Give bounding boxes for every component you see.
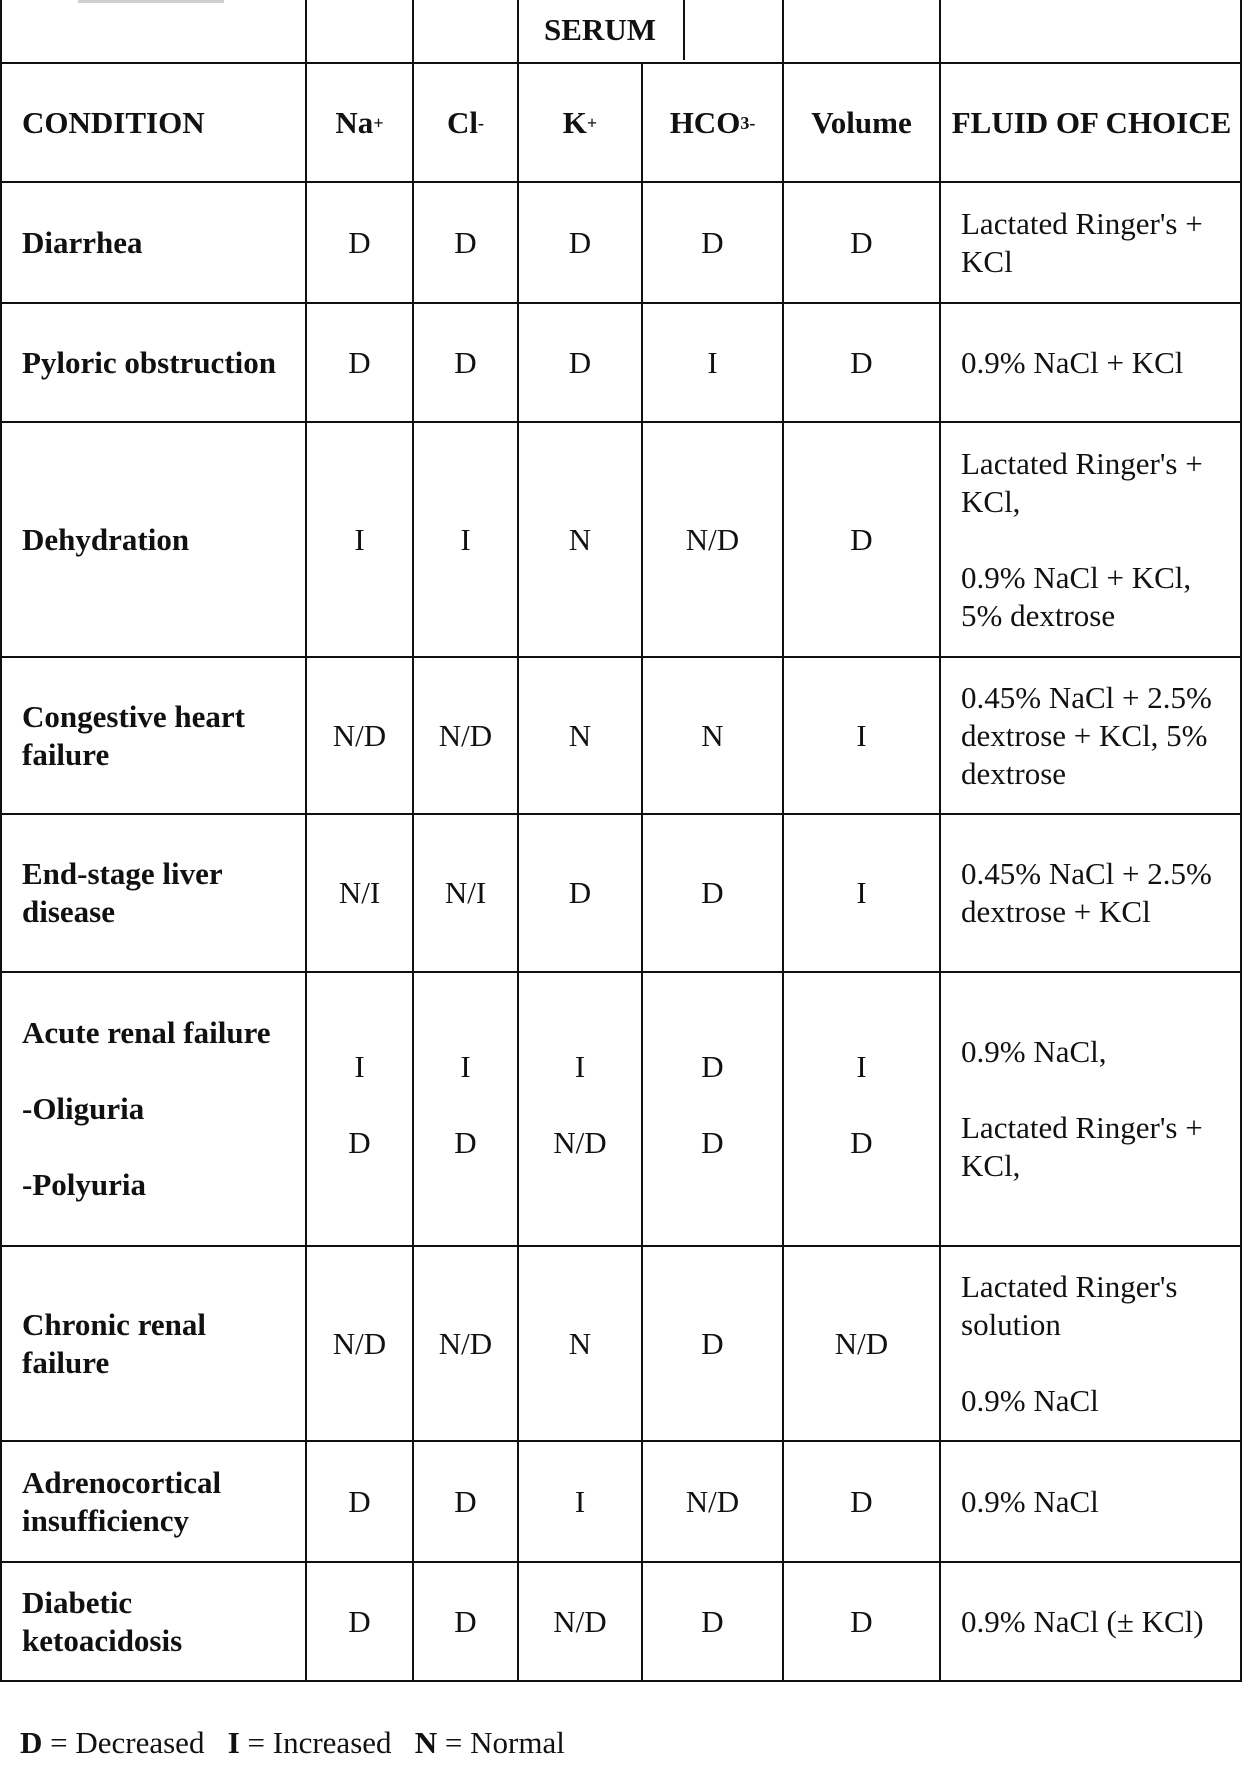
value-volume (784, 1442, 939, 1561)
condition-name: End-stage liver disease (22, 856, 223, 929)
value-stack (553, 1603, 606, 1641)
value-k (519, 304, 641, 421)
value-hco3 (643, 973, 782, 1245)
value-hco3 (643, 815, 782, 971)
value-stack (553, 1048, 606, 1162)
value-k (519, 815, 641, 971)
legend-text-normal: = Normal (444, 1725, 565, 1760)
value-stack (850, 521, 872, 559)
fluid-stack (961, 1268, 1234, 1420)
value-stack (348, 224, 370, 262)
value-na (307, 973, 412, 1245)
value-text: N/D (685, 1483, 740, 1519)
value-text: D (348, 1483, 371, 1519)
condition-cell (2, 304, 305, 421)
value-stack (454, 224, 476, 262)
condition-name: Acute renal failure (22, 1015, 271, 1050)
value-volume (784, 973, 939, 1245)
value-stack (850, 344, 872, 382)
value-text: I (574, 1049, 586, 1084)
condition-stack (22, 1014, 271, 1204)
value-text: I (574, 1483, 586, 1519)
value-text: D (701, 1603, 724, 1639)
value-stack (850, 1603, 872, 1641)
value-cl (414, 183, 517, 302)
value-na (307, 1247, 412, 1440)
condition-name: Pyloric obstruction (22, 344, 276, 380)
condition-cell (2, 1563, 305, 1680)
value-stack (856, 874, 866, 912)
value-cl (414, 973, 517, 1245)
value-text: N (568, 1325, 592, 1361)
value-text: D (454, 344, 477, 380)
value-stack (445, 874, 486, 912)
value-cl (414, 1442, 517, 1561)
spacer (961, 521, 1234, 559)
value-cl (414, 423, 517, 656)
header-k-label: K (562, 104, 587, 140)
condition-stack (22, 1464, 297, 1540)
value-text: D (701, 224, 724, 260)
fluid-stack (961, 1483, 1099, 1521)
spacer (850, 1086, 872, 1124)
condition-cell (2, 1247, 305, 1440)
value-k (519, 1563, 641, 1680)
header-na-label: Na (335, 104, 374, 140)
value-text: D (454, 1483, 477, 1519)
legend-text-decreased: = Decreased (50, 1725, 205, 1760)
fluid-of-choice-cell (941, 658, 1242, 813)
value-text: D (850, 1603, 873, 1639)
condition-stack (22, 855, 297, 931)
value-volume (784, 183, 939, 302)
value-text: N/D (438, 1325, 493, 1361)
value-text: I (856, 875, 867, 910)
spacer (22, 1128, 271, 1166)
value-stack (850, 1048, 872, 1162)
header-hco3: HCO 3 - (669, 104, 756, 140)
legend-key-normal: N (414, 1725, 438, 1760)
value-na (307, 815, 412, 971)
condition-stack (22, 1584, 297, 1660)
fluid-text: 0.45% NaCl + 2.5% dextrose + KCl, 5% dextrose (961, 679, 1212, 791)
value-volume (784, 658, 939, 813)
value-text: N/D (553, 1603, 607, 1639)
value-cl (414, 304, 517, 421)
value-stack (339, 874, 380, 912)
fluid-text: 0.9% NaCl (± KCl) (961, 1603, 1204, 1639)
condition-stack (22, 698, 297, 774)
value-stack (701, 717, 723, 755)
value-text: I (856, 717, 867, 753)
value-k (519, 973, 641, 1245)
header-cl: Cl - (447, 104, 484, 140)
fluid-stack (961, 679, 1234, 793)
condition-cell (2, 423, 305, 656)
value-na (307, 304, 412, 421)
value-text: N (701, 717, 724, 753)
value-text: D (701, 1325, 724, 1361)
fluid-text: 0.9% NaCl + KCl, 5% dextrose (961, 559, 1192, 633)
value-k (519, 423, 641, 656)
value-text: D (348, 1603, 371, 1639)
fluid-of-choice-cell (941, 815, 1242, 971)
value-volume (784, 815, 939, 971)
legend-key-increased: I (227, 1725, 240, 1760)
header-k: K + (562, 104, 598, 140)
value-hco3 (643, 658, 782, 813)
value-text: D (568, 875, 592, 910)
value-na (307, 423, 412, 656)
value-na (307, 1563, 412, 1680)
value-text: D (850, 1483, 873, 1519)
value-stack (569, 717, 591, 755)
value-text: D (701, 1125, 724, 1160)
fluid-of-choice-cell (941, 973, 1242, 1245)
header-fluid-label: FLUID OF CHOICE (951, 105, 1232, 140)
value-text: D (454, 1125, 477, 1160)
fluid-of-choice-cell (941, 304, 1242, 421)
value-stack (348, 344, 370, 382)
header-cl-label: Cl (447, 104, 478, 140)
value-hco3 (643, 304, 782, 421)
value-hco3 (643, 183, 782, 302)
value-stack (439, 1325, 492, 1363)
value-k (519, 183, 641, 302)
spacer (961, 1071, 1234, 1109)
condition-cell (2, 815, 305, 971)
value-stack (701, 224, 723, 262)
condition-stack (22, 224, 143, 262)
value-na (307, 183, 412, 302)
value-text: N/D (438, 717, 493, 753)
value-volume (784, 1247, 939, 1440)
fluid-text: 0.45% NaCl + 2.5% dextrose + KCl (961, 856, 1212, 929)
value-stack (701, 1048, 723, 1162)
condition-stack (22, 1306, 297, 1382)
value-stack (348, 1048, 370, 1162)
condition-name: Dehydration (22, 521, 190, 557)
header-na: Na + (335, 104, 384, 140)
value-stack (460, 521, 470, 559)
value-volume (784, 304, 939, 421)
value-text: D (850, 521, 873, 557)
value-stack (850, 224, 872, 262)
value-text: D (850, 224, 873, 260)
value-stack (707, 344, 717, 382)
value-cl (414, 1563, 517, 1680)
legend-key-decreased: D (20, 1725, 43, 1760)
value-cl (414, 1247, 517, 1440)
value-text: N/D (332, 1325, 387, 1361)
condition-cell (2, 1442, 305, 1561)
value-text: N/D (553, 1125, 607, 1160)
condition-name: Diabetic ketoacidosis (22, 1584, 183, 1658)
value-text: D (348, 344, 371, 380)
value-volume (784, 1563, 939, 1680)
value-stack (856, 717, 866, 755)
value-stack (569, 1325, 591, 1363)
value-stack (701, 1325, 723, 1363)
fluid-of-choice-cell (941, 1442, 1242, 1561)
header-volume (784, 64, 939, 181)
value-k (519, 658, 641, 813)
value-stack (850, 1483, 872, 1521)
fluid-text: Lactated Ringer's + KCl, (961, 1110, 1203, 1183)
header-condition-label: CONDITION (22, 104, 205, 140)
fluid-stack (961, 1033, 1234, 1185)
spacer (701, 1086, 723, 1124)
value-stack (454, 1048, 476, 1162)
value-stack (454, 344, 476, 382)
fluid-text: 0.9% NaCl, (961, 1034, 1107, 1069)
value-text: I (460, 1049, 471, 1084)
condition-name: Adrenocortical insufficiency (22, 1464, 222, 1538)
fluid-text: Lactated Ringer's + KCl (961, 205, 1203, 279)
fluid-of-choice-cell (941, 1563, 1242, 1680)
value-volume (784, 423, 939, 656)
value-text: D (850, 344, 873, 380)
fluid-stack (961, 445, 1234, 635)
value-stack (569, 344, 591, 382)
value-text: N (568, 717, 592, 753)
value-text: I (707, 344, 718, 380)
condition-stack (22, 521, 189, 559)
value-hco3 (643, 423, 782, 656)
value-text: D (454, 224, 477, 260)
value-text: D (454, 1603, 477, 1639)
fluid-of-choice-cell (941, 1247, 1242, 1440)
header-hco3-label: HCO (669, 104, 741, 140)
value-text: D (568, 344, 592, 380)
value-stack (348, 1483, 370, 1521)
legend (20, 1724, 565, 1762)
value-stack (701, 874, 723, 912)
condition-name: Chronic renal failure (22, 1306, 207, 1380)
value-text: N/I (444, 875, 487, 910)
header-volume-label: Volume (811, 104, 912, 140)
value-stack (333, 717, 386, 755)
condition-subtype: -Oliguria (22, 1091, 145, 1126)
header-condition (2, 64, 305, 181)
value-stack (569, 224, 591, 262)
value-stack (439, 717, 492, 755)
fluid-text: 0.9% NaCl (961, 1382, 1099, 1418)
fluid-text: 0.9% NaCl + KCl (961, 344, 1184, 380)
value-cl (414, 815, 517, 971)
value-text: I (354, 1049, 365, 1084)
value-text: N/D (685, 521, 740, 557)
value-stack (686, 521, 739, 559)
legend-text-increased: = Increased (247, 1725, 392, 1760)
value-cl (414, 658, 517, 813)
value-hco3 (643, 1563, 782, 1680)
top-edge-mark (78, 0, 224, 3)
value-text: N (568, 521, 592, 557)
header-fluid (941, 64, 1242, 181)
value-text: N/D (834, 1325, 889, 1361)
value-text: D (348, 224, 371, 260)
value-text: D (348, 1125, 371, 1160)
value-stack (454, 1603, 476, 1641)
value-text: I (354, 521, 365, 557)
value-na (307, 1442, 412, 1561)
condition-cell (2, 658, 305, 813)
fluid-stack (961, 855, 1234, 931)
value-stack (333, 1325, 386, 1363)
value-stack (569, 521, 591, 559)
value-stack (569, 874, 591, 912)
condition-name: Diarrhea (22, 224, 143, 260)
value-text: D (701, 1049, 724, 1084)
condition-subtype: -Polyuria (22, 1167, 146, 1202)
spacer (348, 1086, 370, 1124)
value-text: D (701, 875, 724, 910)
fluid-text: Lactated Ringer's + KCl, (961, 445, 1203, 519)
fluid-stack (961, 344, 1183, 382)
value-k (519, 1442, 641, 1561)
condition-stack (22, 344, 276, 382)
fluid-stack (961, 1603, 1204, 1641)
value-text: N/I (338, 875, 381, 910)
value-hco3 (643, 1442, 782, 1561)
row-rule (0, 1680, 1242, 1682)
value-stack (701, 1603, 723, 1641)
fluid-text: 0.9% NaCl (961, 1483, 1099, 1519)
spacer (454, 1086, 476, 1124)
condition-cell (2, 183, 305, 302)
value-text: I (460, 521, 471, 557)
fluid-of-choice-cell (941, 423, 1242, 656)
value-hco3 (643, 1247, 782, 1440)
fluid-stack (961, 205, 1234, 281)
value-stack (686, 1483, 739, 1521)
spacer (553, 1086, 606, 1124)
fluid-text: Lactated Ringer's solution (961, 1268, 1178, 1342)
value-text: I (856, 1049, 867, 1084)
spacer (961, 1344, 1234, 1382)
value-text: N/D (332, 717, 387, 753)
serum-group-label: SERUM (517, 0, 685, 60)
condition-cell (2, 973, 305, 1245)
value-k (519, 1247, 641, 1440)
value-na (307, 658, 412, 813)
value-text: D (850, 1125, 873, 1160)
value-text: D (568, 224, 592, 260)
condition-name: Congestive heart failure (22, 698, 245, 772)
value-stack (348, 1603, 370, 1641)
value-stack (354, 521, 364, 559)
value-stack (835, 1325, 888, 1363)
fluid-of-choice-cell (941, 183, 1242, 302)
value-stack (454, 1483, 476, 1521)
spacer (22, 1052, 271, 1090)
value-stack (575, 1483, 585, 1521)
